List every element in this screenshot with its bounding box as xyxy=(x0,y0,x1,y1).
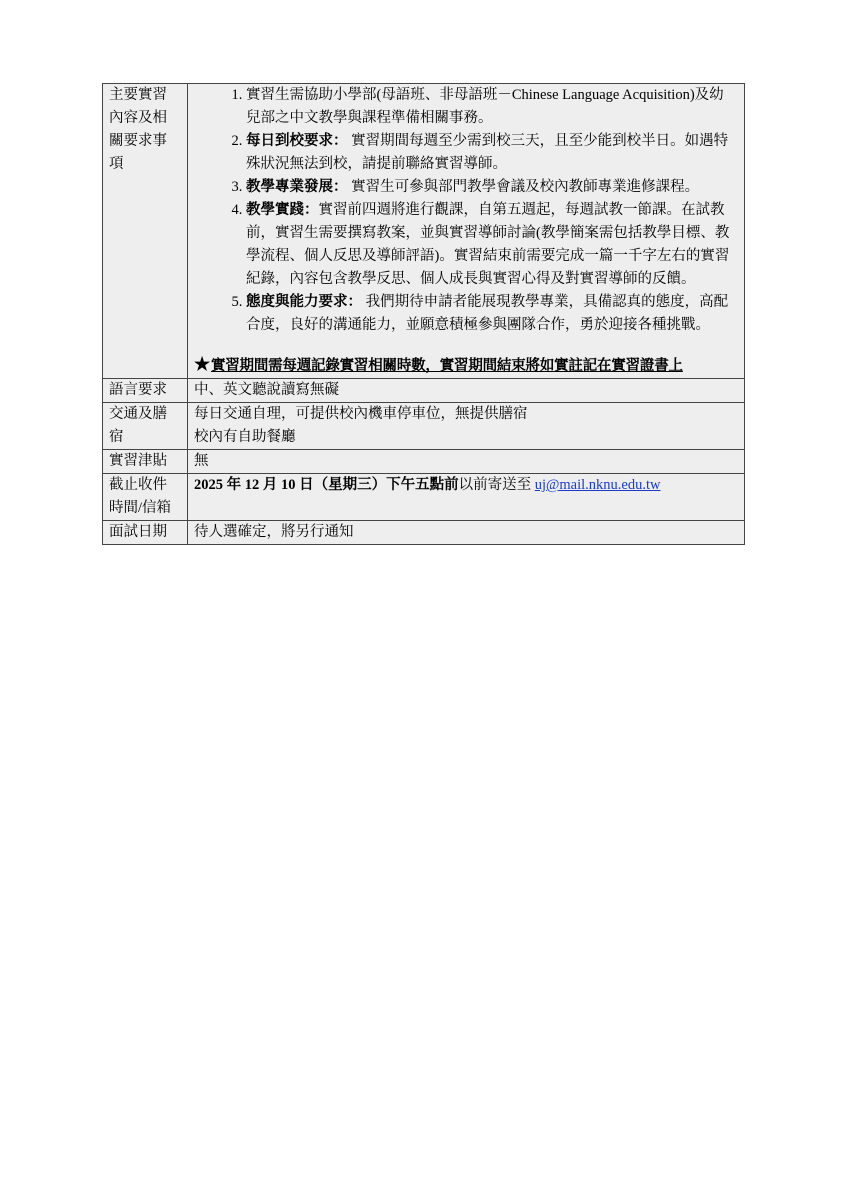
row-deadline xyxy=(103,474,745,521)
row-duties xyxy=(103,84,745,379)
duty-lead: 態度與能力要求： xyxy=(246,294,362,310)
spacer xyxy=(194,337,738,353)
duty-text: 實習前四週將進行觀課，自第五週起，每週試教一節課。在試教前，實習生需要撰寫教案，並與實習導師討論(教學簡案需包括教學目標、教學流程、個人反思及導師評語)。實習結束前需要完成一篇一千字左右的實習紀錄，內容包含教學反思、個人成長與實習心得及對實習導師的反饋。 xyxy=(246,202,730,287)
row-language xyxy=(103,379,745,403)
duties-list xyxy=(194,84,738,337)
hours-record-note xyxy=(194,353,738,378)
duty-item-2 xyxy=(246,130,738,176)
duty-item-4 xyxy=(246,199,738,291)
duty-item-1 xyxy=(246,84,738,130)
value-language: 中、英文聽說讀寫無礙 xyxy=(188,379,745,403)
star-icon: ★ xyxy=(194,354,210,374)
transport-line-1: 每日交通自理，可提供校內機車停車位，無提供膳宿 xyxy=(194,406,528,422)
label-duties: 主要實習內容及相關要求事項 xyxy=(103,84,188,379)
label-allowance: 實習津貼 xyxy=(103,450,188,474)
content-transport xyxy=(188,403,745,450)
duty-item-5 xyxy=(246,291,738,337)
label-transport: 交通及膳宿 xyxy=(103,403,188,450)
row-transport xyxy=(103,403,745,450)
content-duties xyxy=(188,84,745,379)
transport-line-2: 校內有自助餐廳 xyxy=(194,429,296,445)
internship-info-table xyxy=(102,83,745,545)
content-deadline xyxy=(188,474,745,521)
hours-record-note-text: 實習期間需每週記錄實習相關時數，實習期間結束將如實註記在實習證書上 xyxy=(210,358,683,374)
duty-lead: 教學實踐： xyxy=(246,202,319,218)
duty-text: 實習生需協助小學部(母語班、非母語班－Chinese Language Acquisition)及幼兒部之中文教學與課程準備相關事務。 xyxy=(246,87,724,126)
label-language: 語言要求 xyxy=(103,379,188,403)
duty-text: 實習生可參與部門教學會議及校內教師專業進修課程。 xyxy=(347,179,700,195)
value-allowance: 無 xyxy=(188,450,745,474)
duty-lead: 每日到校要求： xyxy=(246,133,348,149)
duty-item-3 xyxy=(246,176,738,199)
label-deadline: 截止收件時間/信箱 xyxy=(103,474,188,521)
deadline-date: 2025 年 12 月 10 日（星期三）下午五點前 xyxy=(194,477,459,493)
value-interview: 待人選確定，將另行通知 xyxy=(188,521,745,545)
deadline-text: 以前寄送至 xyxy=(458,477,535,493)
email-link[interactable]: uj@mail.nknu.edu.tw xyxy=(534,477,661,493)
label-interview: 面試日期 xyxy=(103,521,188,545)
duty-lead: 教學專業發展： xyxy=(246,179,348,195)
duty-text: 我們期待申請者能展現教學專業，具備認真的態度，高配合度，良好的溝通能力，並願意積極參與團隊合作，勇於迎接各種挑戰。 xyxy=(246,294,729,333)
row-allowance xyxy=(103,450,745,474)
duty-text: 實習期間每週至少需到校三天，且至少能到校半日。如遇特殊狀況無法到校，請提前聯絡實習導師。 xyxy=(246,133,729,172)
row-interview xyxy=(103,521,745,545)
